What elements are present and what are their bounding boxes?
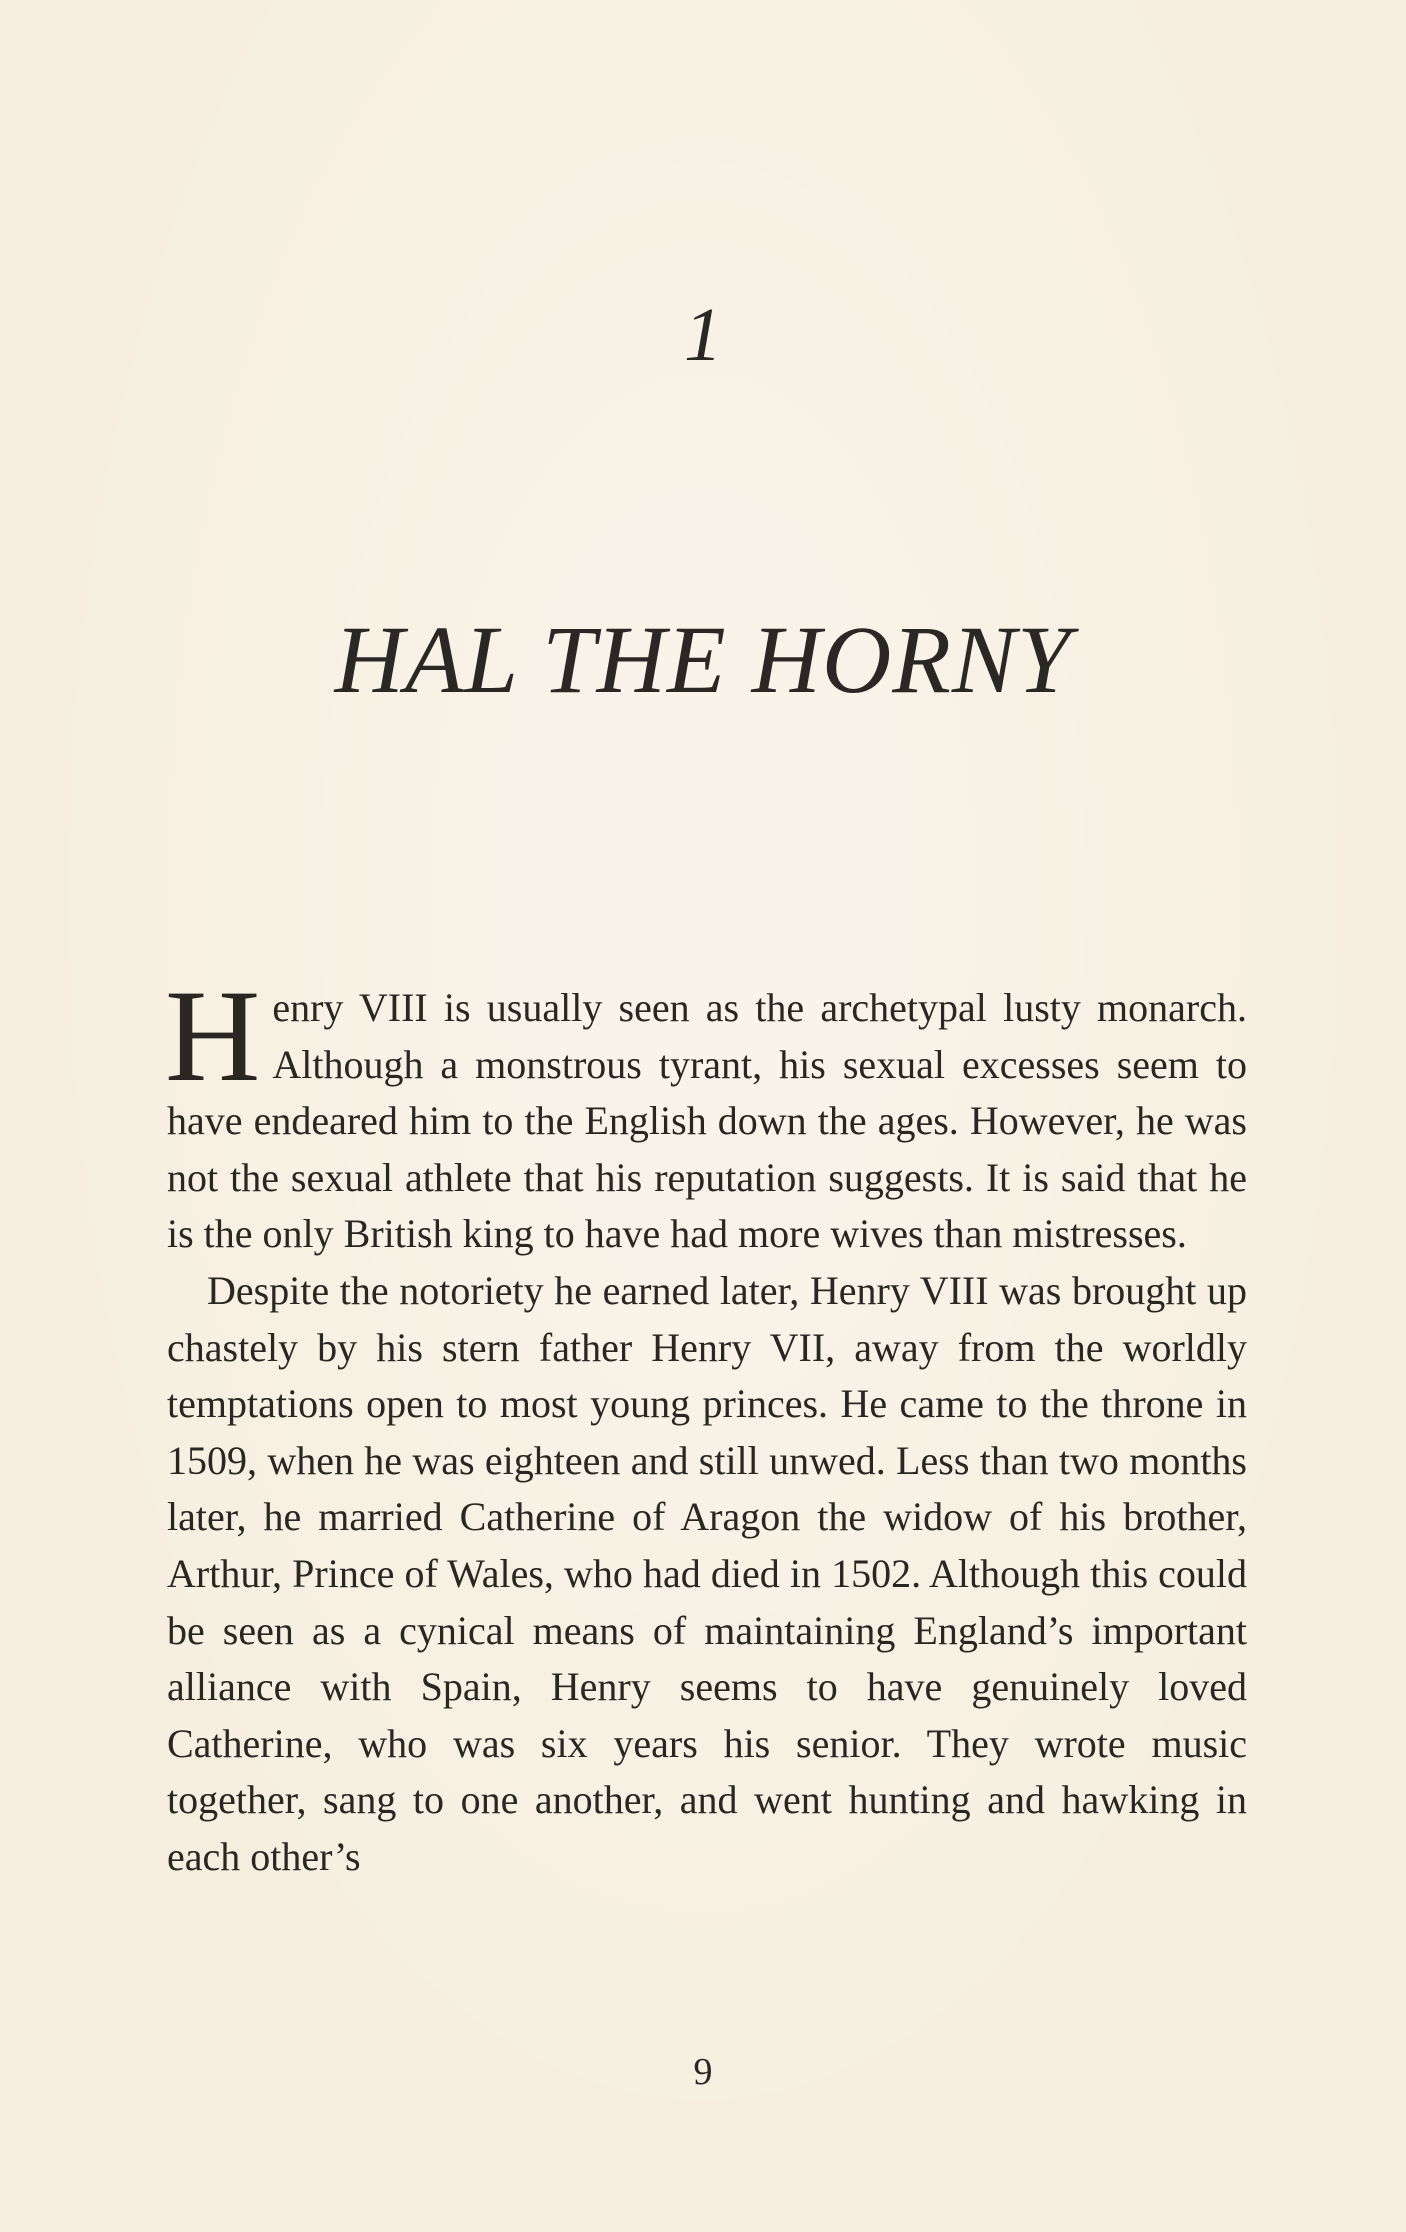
paragraph-2: Despite the notoriety he earned later, Henry VIII was brought up chastely by his stern father Henry VII, away from the worldly temptations open to most young princes. He came to the throne in 1509, when he was eighteen and still unwed. Less than two months later, he married Catherine of Aragon the widow of his brother, Arthur, Prince of Wales, who had died in 1502. Although this could be seen as a cynical means of maintaining England’s important alliance with Spain, Henry seems to have genuinely loved Catherine, who was six years his senior. They wrote music together, sang to one another, and went hunting and hawking in each other’s xyxy=(167,1267,1247,1879)
chapter-title: HAL THE HORNY xyxy=(334,606,1072,713)
paragraph-1 xyxy=(165,962,1247,1263)
drop-cap: H xyxy=(165,962,261,1109)
paragraph-1-text: enry VIII is usually seen as the archetypal lusty monarch. Although a monstrous tyrant, his sexual excesses seem to have endeared him to the English down the ages. However, he was not the sexual athlete that his reputation suggests. It is said that he is the only British king to have had more wives than mistresses. xyxy=(167,985,1247,1257)
chapter-body xyxy=(165,962,1247,1886)
chapter-number: 1 xyxy=(684,293,722,377)
page-number: 9 xyxy=(693,2051,713,2093)
